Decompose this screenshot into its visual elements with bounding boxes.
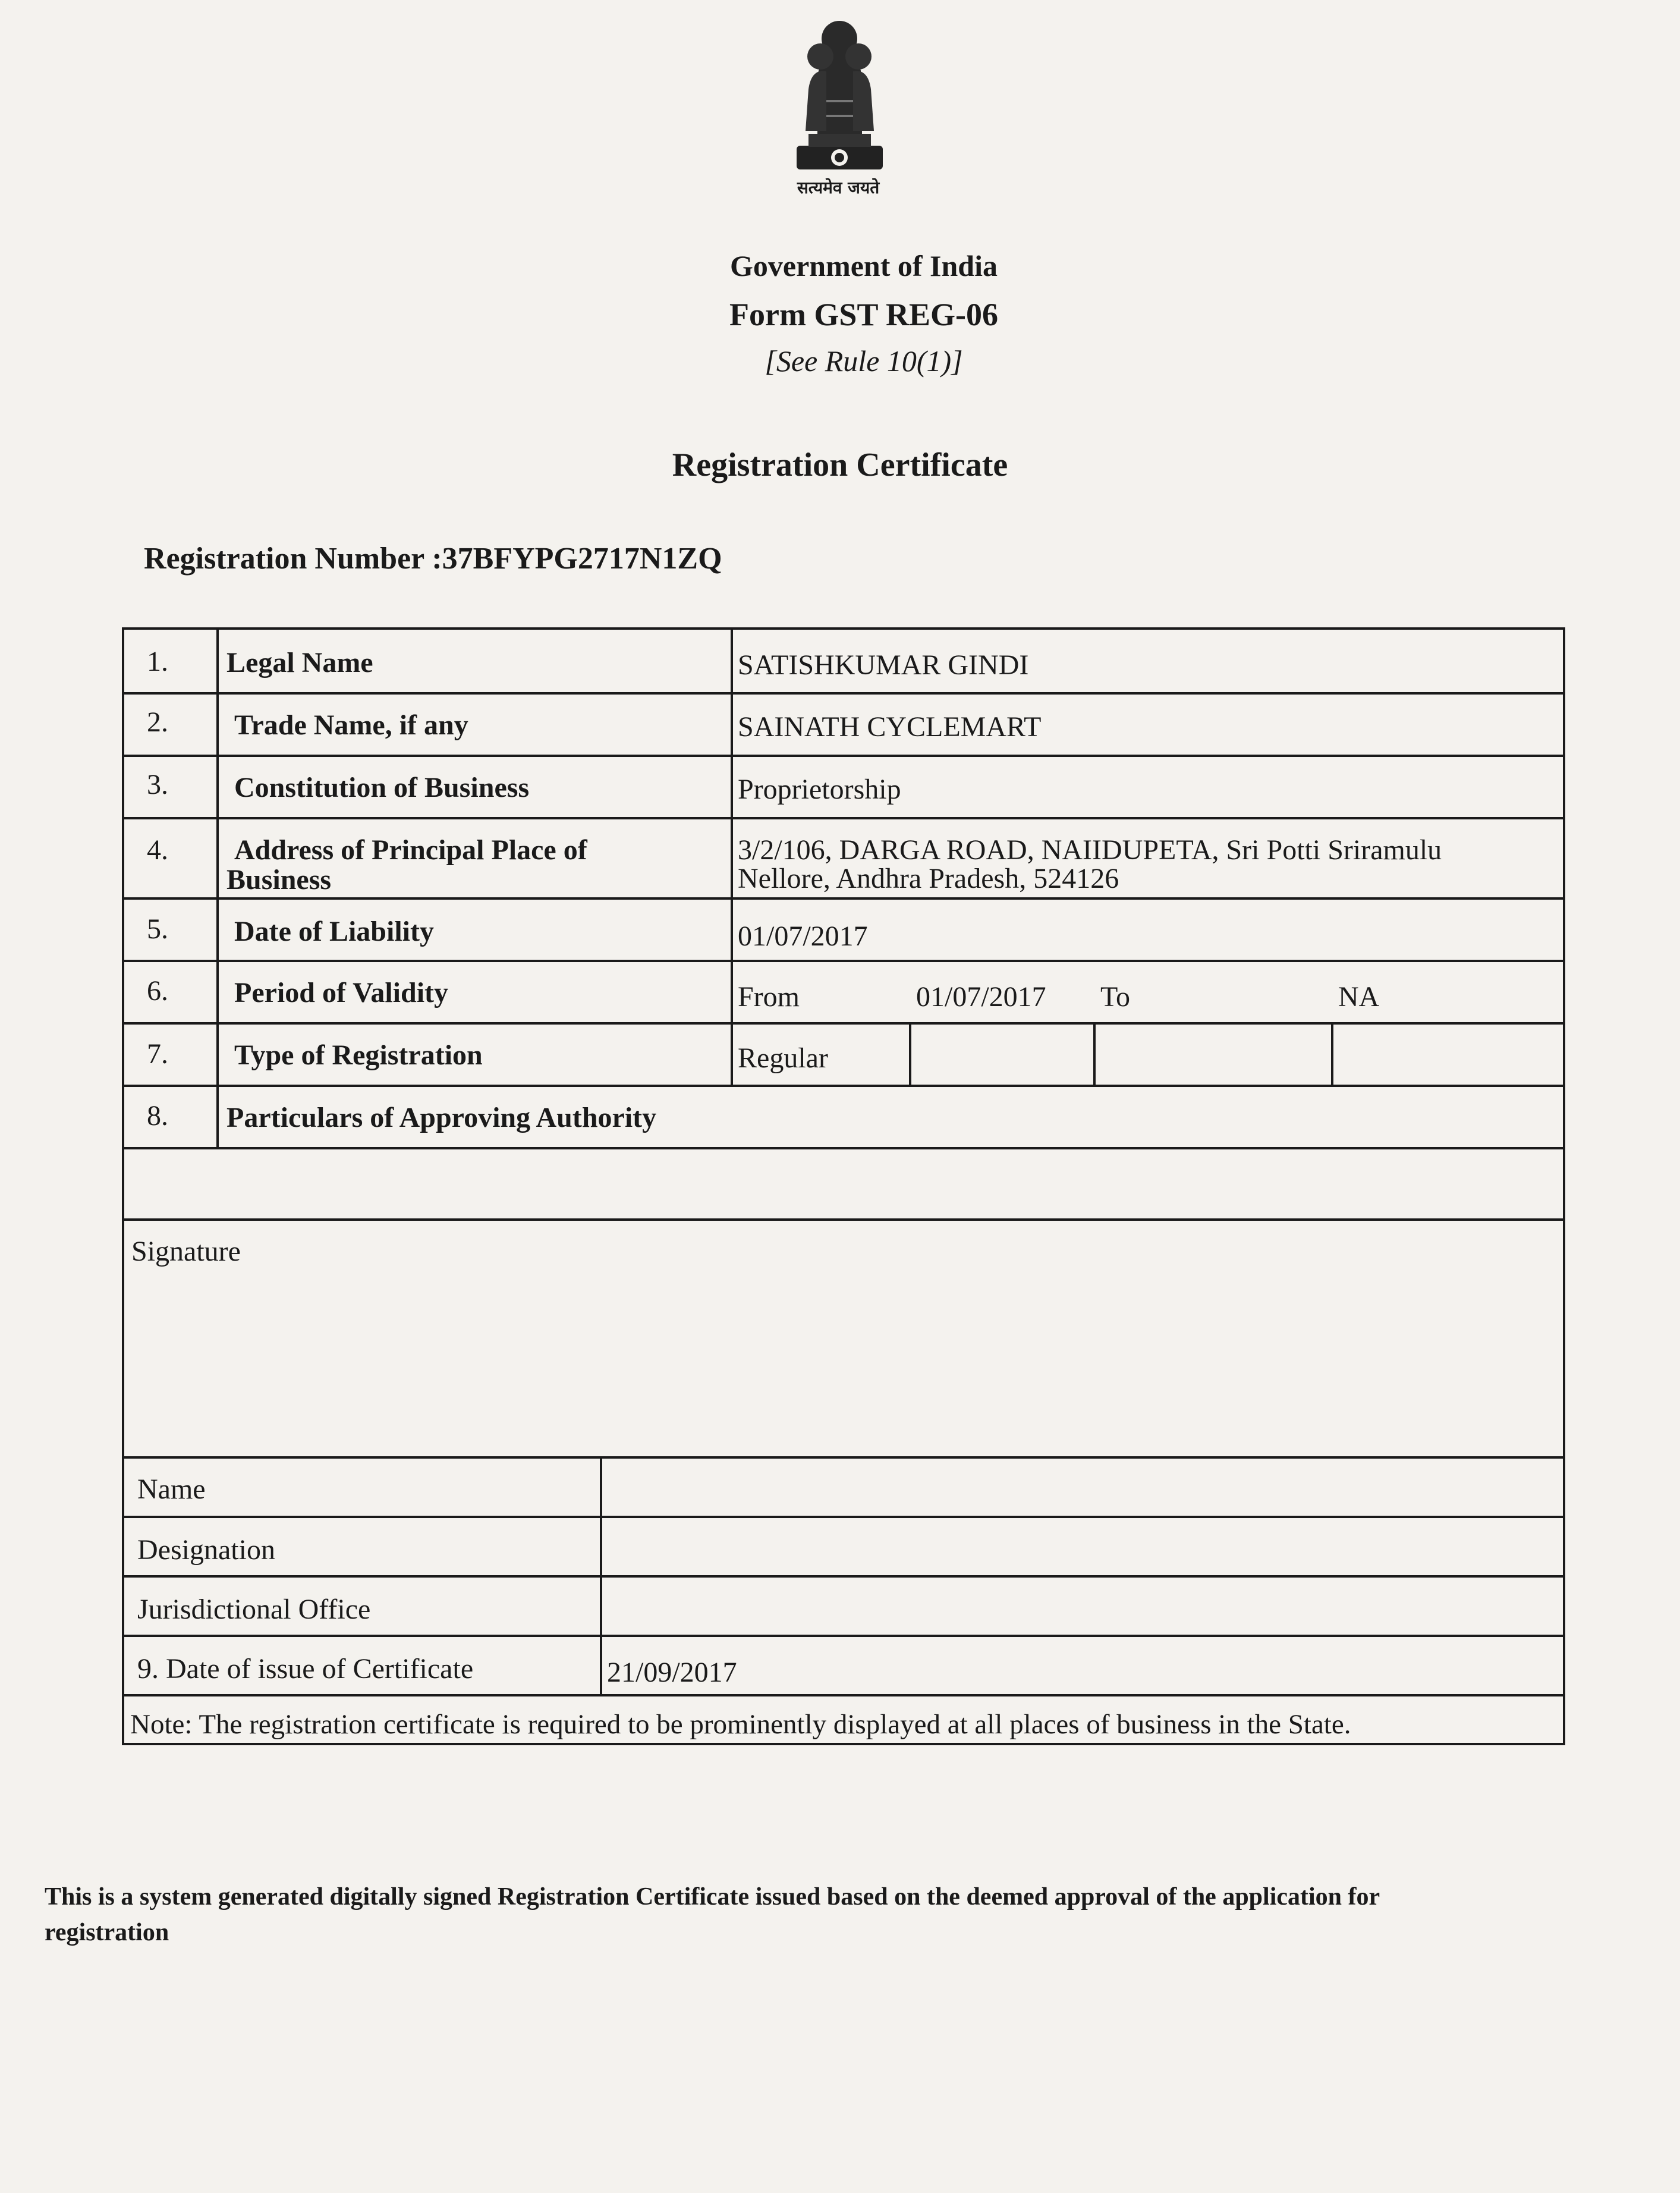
trade-name-label: Trade Name, if any — [234, 709, 468, 741]
issue-date-value: 21/09/2017 — [607, 1657, 737, 1688]
validity-to-value: NA — [1338, 981, 1380, 1013]
government-heading: Government of India — [730, 249, 998, 282]
row-number: 6. — [147, 975, 168, 1007]
row-number: 4. — [147, 834, 168, 866]
trade-name-value: SAINATH CYCLEMART — [738, 711, 1042, 743]
issue-date-label: 9. Date of issue of Certificate — [137, 1653, 474, 1685]
signature-label: Signature — [131, 1236, 241, 1267]
address-value-line2: Nellore, Andhra Pradesh, 524126 — [738, 863, 1119, 894]
registration-type-label: Type of Registration — [234, 1039, 483, 1071]
row-number: 7. — [147, 1038, 168, 1070]
address-label-line1: Address of Principal Place of — [234, 834, 587, 866]
liability-date-label: Date of Liability — [234, 916, 434, 947]
liability-date-value: 01/07/2017 — [738, 920, 868, 952]
footer-line-2: registration — [45, 1919, 169, 1946]
motto: सत्यमेव जयते — [797, 178, 880, 197]
certificate-title: Registration Certificate — [672, 447, 1008, 483]
row-number: 8. — [147, 1100, 168, 1132]
address-label-line2: Business — [226, 864, 332, 896]
designation-label: Designation — [137, 1534, 275, 1566]
footer-note — [45, 1879, 1566, 1950]
approving-authority-label: Particulars of Approving Authority — [226, 1102, 657, 1133]
footer-line-1: This is a system generated digitally signed Registration Certificate issued based on the deemed approval of the application for — [45, 1883, 1380, 1911]
rule-reference: [See Rule 10(1)] — [765, 344, 963, 378]
row-number: 5. — [147, 913, 168, 945]
validity-to-label: To — [1100, 981, 1130, 1013]
registration-table — [122, 627, 1565, 1745]
legal-name-value: SATISHKUMAR GINDI — [738, 649, 1029, 681]
row-number: 1. — [147, 646, 168, 677]
address-value-line1: 3/2/106, DARGA ROAD, NAIIDUPETA, Sri Potti Sriramulu — [738, 834, 1442, 866]
row-number: 2. — [147, 706, 168, 738]
legal-name-label: Legal Name — [226, 647, 373, 678]
form-heading: Form GST REG-06 — [729, 297, 998, 332]
national-emblem-icon — [785, 12, 895, 178]
validity-from-label: From — [738, 981, 800, 1013]
jurisdictional-office-label: Jurisdictional Office — [137, 1594, 371, 1625]
row-number: 3. — [147, 769, 168, 800]
registration-type-value: Regular — [738, 1042, 828, 1074]
display-note: Note: The registration certificate is required to be prominently displayed at all places of business in the State. — [130, 1709, 1351, 1740]
registration-number: Registration Number :37BFYPG2717N1ZQ — [144, 542, 722, 576]
constitution-value: Proprietorship — [738, 774, 901, 805]
constitution-label: Constitution of Business — [234, 772, 530, 803]
authority-name-label: Name — [137, 1473, 206, 1505]
validity-from-value: 01/07/2017 — [916, 981, 1046, 1013]
validity-label: Period of Validity — [234, 977, 449, 1008]
